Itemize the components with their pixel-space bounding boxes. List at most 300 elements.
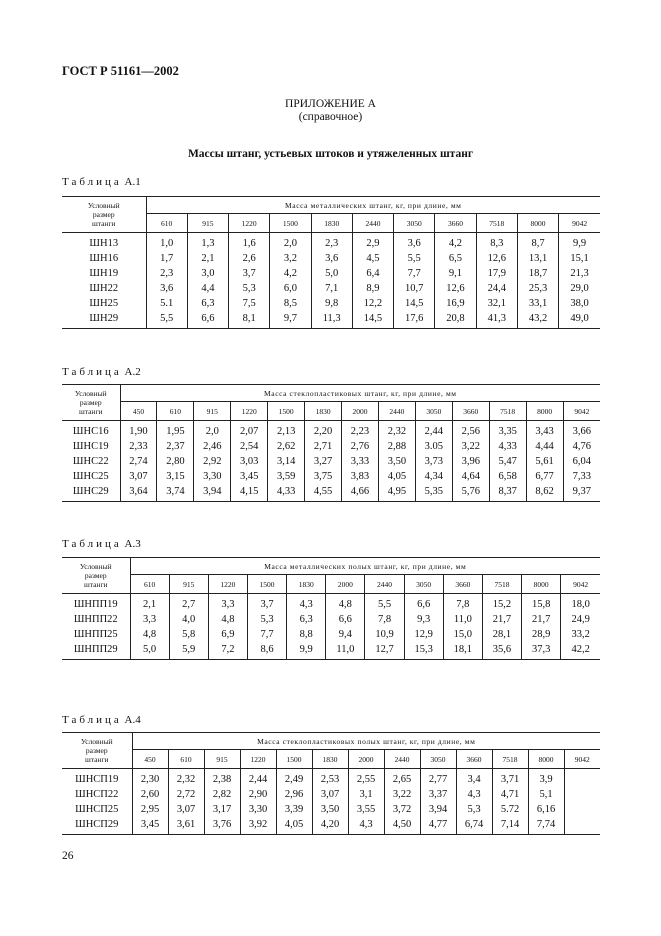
mass-value-cell: 3,22 xyxy=(452,439,489,454)
length-header: 2440 xyxy=(352,214,393,233)
caption-number: А.2 xyxy=(124,366,141,378)
size-column-header xyxy=(62,197,146,233)
mass-value-cell: 10,9 xyxy=(365,627,404,642)
mass-value-cell: 4,15 xyxy=(231,484,268,502)
mass-value-cell: 6,74 xyxy=(456,817,492,835)
mass-value-cell: 28,1 xyxy=(482,627,521,642)
length-header: 1220 xyxy=(229,214,270,233)
mass-value-cell: 2,3 xyxy=(311,233,352,252)
table-caption-a3 xyxy=(62,538,141,550)
length-header: 3050 xyxy=(420,750,456,769)
length-header: 1500 xyxy=(270,214,311,233)
mass-value-cell: 9,1 xyxy=(435,266,476,281)
mass-value-cell: 4,4 xyxy=(187,281,228,296)
mass-value-cell: 1,95 xyxy=(157,421,194,440)
mass-value-cell: 3,30 xyxy=(194,469,231,484)
mass-value-cell: 2,20 xyxy=(305,421,342,440)
mass-value-cell: 1,90 xyxy=(120,421,157,440)
table-row xyxy=(62,281,600,296)
table-row xyxy=(62,787,600,802)
size-header-line: Условный xyxy=(74,389,107,398)
length-header: 915 xyxy=(204,750,240,769)
rod-size-cell: ШНС29 xyxy=(62,484,120,502)
length-header: 1500 xyxy=(268,402,305,421)
mass-value-cell: 6,6 xyxy=(326,612,365,627)
mass-value-cell: 4,95 xyxy=(378,484,415,502)
mass-value-cell: 2,55 xyxy=(348,769,384,788)
mass-value-cell: 2,9 xyxy=(352,233,393,252)
mass-value-cell: 2,44 xyxy=(415,421,452,440)
mass-value-cell: 3,96 xyxy=(452,454,489,469)
mass-value-cell: 2,90 xyxy=(240,787,276,802)
mass-value-cell: 33,2 xyxy=(571,629,590,640)
mass-value-cell: 2,88 xyxy=(378,439,415,454)
mass-value-cell: 2,32 xyxy=(168,769,204,788)
mass-value-cell: 5,5 xyxy=(146,311,187,329)
mass-value-cell: 3,39 xyxy=(276,802,312,817)
size-column-header xyxy=(62,558,130,594)
size-header-line: размер xyxy=(84,571,107,580)
mass-value-cell: 4,05 xyxy=(378,469,415,484)
mass-value-cell: 5,35 xyxy=(415,484,452,502)
rod-size-cell: ШН13 xyxy=(62,233,146,252)
mass-value-cell: 2,32 xyxy=(378,421,415,440)
mass-value-cell: 3,9 xyxy=(528,769,564,788)
mass-value-cell: 4,2 xyxy=(270,266,311,281)
table-row xyxy=(62,484,600,502)
mass-value-cell: 11,3 xyxy=(311,311,352,329)
mass-value-cell xyxy=(564,787,600,802)
mass-value-cell: 3,3 xyxy=(130,612,169,627)
mass-value-cell: 2,6 xyxy=(229,251,270,266)
mass-value-cell: 4,76 xyxy=(572,441,592,452)
lengths-row xyxy=(62,575,600,594)
mass-value-cell: 3,75 xyxy=(305,469,342,484)
mass-value-cell: 7,8 xyxy=(365,612,404,627)
mass-value-cell: 41,3 xyxy=(476,311,517,329)
mass-value-cell: 7,8 xyxy=(443,594,482,613)
mass-value-cell: 2,76 xyxy=(342,439,379,454)
length-header: 3660 xyxy=(452,402,489,421)
length-header: 7518 xyxy=(492,750,528,769)
mass-value-cell: 3,66 xyxy=(572,426,592,437)
size-header-line: размер xyxy=(85,746,108,755)
mass-value-cell: 2,95 xyxy=(132,802,168,817)
mass-value-cell xyxy=(564,817,600,835)
mass-value-cell: 3,6 xyxy=(311,251,352,266)
length-header: 2440 xyxy=(378,402,415,421)
mass-value-cell: 4,3 xyxy=(287,594,326,613)
mass-value-cell: 5,9 xyxy=(169,642,208,660)
table-a1 xyxy=(62,196,600,329)
mass-value-cell: 4,8 xyxy=(208,612,247,627)
length-header: 3660 xyxy=(435,214,476,233)
mass-value-cell: 3,14 xyxy=(268,454,305,469)
mass-value-cell: 3,1 xyxy=(348,787,384,802)
rod-size-cell: ШНС16 xyxy=(62,421,120,440)
mass-value-cell: 2,1 xyxy=(187,251,228,266)
mass-value-cell: 5.72 xyxy=(492,802,528,817)
mass-value-cell: 37,3 xyxy=(522,642,561,660)
mass-value-cell: 3,59 xyxy=(268,469,305,484)
mass-value-cell: 7,7 xyxy=(247,627,286,642)
mass-value-cell: 4,3 xyxy=(456,787,492,802)
mass-value-cell: 18,1 xyxy=(443,642,482,660)
mass-value-cell: 25,3 xyxy=(517,281,558,296)
mass-value-cell: 7,7 xyxy=(394,266,435,281)
mass-value-cell: 8,37 xyxy=(489,484,526,502)
mass-value-cell: 3,61 xyxy=(168,817,204,835)
lengths-row xyxy=(62,750,600,769)
document-header: ГОСТ Р 51161—2002 xyxy=(62,64,179,78)
rod-size-cell: ШНС22 xyxy=(62,454,120,469)
mass-value-cell: 4,33 xyxy=(268,484,305,502)
length-header: 1830 xyxy=(305,402,342,421)
rod-size-cell: ШНСП19 xyxy=(62,769,132,788)
mass-value-cell: 12,9 xyxy=(404,627,443,642)
table-row xyxy=(62,612,600,627)
mass-value-cell: 3,6 xyxy=(394,233,435,252)
mass-value-cell: 10,7 xyxy=(394,281,435,296)
mass-value-cell: 4,8 xyxy=(130,627,169,642)
mass-value-cell: 16,9 xyxy=(435,296,476,311)
mass-value-cell: 4,33 xyxy=(489,439,526,454)
table-row xyxy=(62,817,600,835)
mass-value-cell: 3.05 xyxy=(415,439,452,454)
mass-value-cell: 2,0 xyxy=(270,233,311,252)
mass-value-cell: 3,30 xyxy=(240,802,276,817)
mass-value-cell: 2,53 xyxy=(312,769,348,788)
mass-value-cell: 43,2 xyxy=(517,311,558,329)
mass-value-cell: 8,1 xyxy=(229,311,270,329)
size-header-line: размер xyxy=(79,398,102,407)
length-header: 8000 xyxy=(526,402,563,421)
mass-value-cell: 17,6 xyxy=(394,311,435,329)
table-row xyxy=(62,266,600,281)
mass-value-cell: 9,9 xyxy=(573,238,587,249)
mass-value-cell: 38,0 xyxy=(570,298,589,309)
length-header: 1830 xyxy=(312,750,348,769)
length-header: 1500 xyxy=(276,750,312,769)
length-header: 450 xyxy=(120,402,157,421)
mass-value-cell: 2,23 xyxy=(342,421,379,440)
length-header: 915 xyxy=(187,214,228,233)
rod-size-cell: ШНСП29 xyxy=(62,817,132,835)
mass-value-cell: 2,7 xyxy=(169,594,208,613)
table-row xyxy=(62,642,600,660)
mass-value-cell: 3,03 xyxy=(231,454,268,469)
mass-value-cell: 3,92 xyxy=(240,817,276,835)
mass-value-cell: 2,60 xyxy=(132,787,168,802)
table-row xyxy=(62,251,600,266)
mass-value-cell: 20,8 xyxy=(435,311,476,329)
mass-value-cell: 18,7 xyxy=(517,266,558,281)
mass-value-cell: 4,64 xyxy=(452,469,489,484)
mass-value-cell: 9,8 xyxy=(311,296,352,311)
mass-value-cell: 32,1 xyxy=(476,296,517,311)
mass-value-cell: 4,50 xyxy=(384,817,420,835)
size-header-line: штанги xyxy=(91,219,116,228)
mass-value-cell: 8,7 xyxy=(517,233,558,252)
length-header: 9042 xyxy=(563,402,600,421)
mass-value-cell: 3,55 xyxy=(348,802,384,817)
mass-value-cell: 3,07 xyxy=(120,469,157,484)
mass-value-cell: 15,3 xyxy=(404,642,443,660)
table-row xyxy=(62,594,600,613)
mass-column-header: Масса металлических штанг, кг, при длине, мм xyxy=(146,197,600,214)
length-header: 9042 xyxy=(564,750,600,769)
table-row xyxy=(62,469,600,484)
mass-value-cell: 5,0 xyxy=(311,266,352,281)
length-header: 8000 xyxy=(528,750,564,769)
length-header: 2000 xyxy=(348,750,384,769)
mass-column-header: Масса стеклопластиковых штанг, кг, при длине, мм xyxy=(120,385,600,402)
caption-number: А.1 xyxy=(124,176,141,188)
caption-number: А.3 xyxy=(124,538,141,550)
mass-value-cell: 14,5 xyxy=(352,311,393,329)
header-row xyxy=(62,733,600,750)
mass-value-cell: 5,8 xyxy=(169,627,208,642)
mass-value-cell: 17,9 xyxy=(476,266,517,281)
caption-word: Таблица xyxy=(62,538,122,550)
length-header: 3050 xyxy=(404,575,443,594)
mass-value-cell: 5,61 xyxy=(526,454,563,469)
mass-value-cell: 1,6 xyxy=(229,233,270,252)
mass-value-cell: 5,5 xyxy=(394,251,435,266)
mass-value-cell: 4,34 xyxy=(415,469,452,484)
length-header: 610 xyxy=(157,402,194,421)
table-a4 xyxy=(62,732,600,835)
rod-size-cell: ШНПП29 xyxy=(62,642,130,660)
rod-size-cell: ШНПП25 xyxy=(62,627,130,642)
mass-value-cell: 35,6 xyxy=(482,642,521,660)
lengths-row xyxy=(62,402,600,421)
mass-value-cell: 12,6 xyxy=(476,251,517,266)
mass-value-cell: 12,7 xyxy=(365,642,404,660)
mass-value-cell: 2,62 xyxy=(268,439,305,454)
length-header: 610 xyxy=(130,575,169,594)
mass-value-cell: 2,49 xyxy=(276,769,312,788)
rod-size-cell: ШНС19 xyxy=(62,439,120,454)
mass-value-cell: 7,1 xyxy=(311,281,352,296)
length-header: 1830 xyxy=(311,214,352,233)
table-a3 xyxy=(62,557,600,660)
length-header: 610 xyxy=(146,214,187,233)
length-header: 1220 xyxy=(208,575,247,594)
length-header: 3050 xyxy=(415,402,452,421)
mass-value-cell: 7,2 xyxy=(208,642,247,660)
header-row xyxy=(62,197,600,214)
size-header-line: Условный xyxy=(80,737,113,746)
rod-size-cell: ШНПП19 xyxy=(62,594,130,613)
mass-value-cell: 3,4 xyxy=(456,769,492,788)
mass-column-header: Масса стеклопластиковых полых штанг, кг, при длине, мм xyxy=(132,733,600,750)
mass-value-cell xyxy=(564,802,600,817)
mass-value-cell: 2,74 xyxy=(120,454,157,469)
length-header: 2000 xyxy=(326,575,365,594)
mass-value-cell: 5,3 xyxy=(247,612,286,627)
header-row xyxy=(62,558,600,575)
mass-value-cell: 3,15 xyxy=(157,469,194,484)
mass-value-cell: 15,8 xyxy=(522,594,561,613)
mass-value-cell: 15,2 xyxy=(482,594,521,613)
mass-value-cell: 4,8 xyxy=(326,594,365,613)
caption-word: Таблица xyxy=(62,176,122,188)
size-header-line: штанги xyxy=(83,580,108,589)
table-row xyxy=(62,439,600,454)
mass-value-cell: 2,72 xyxy=(168,787,204,802)
length-header: 9042 xyxy=(561,575,600,594)
mass-value-cell: 14,5 xyxy=(394,296,435,311)
rod-size-cell: ШНПП22 xyxy=(62,612,130,627)
mass-value-cell: 2,44 xyxy=(240,769,276,788)
mass-value-cell: 9,37 xyxy=(572,486,592,497)
mass-value-cell: 4,0 xyxy=(169,612,208,627)
mass-value-cell: 3,27 xyxy=(305,454,342,469)
mass-value-cell: 24,4 xyxy=(476,281,517,296)
mass-value-cell: 6,0 xyxy=(270,281,311,296)
mass-value-cell: 3,6 xyxy=(146,281,187,296)
mass-value-cell: 2,13 xyxy=(268,421,305,440)
rod-size-cell: ШН16 xyxy=(62,251,146,266)
mass-value-cell: 7,5 xyxy=(229,296,270,311)
mass-value-cell: 2,82 xyxy=(204,787,240,802)
caption-number: А.4 xyxy=(124,714,141,726)
mass-value-cell: 2,71 xyxy=(305,439,342,454)
mass-value-cell: 6,6 xyxy=(404,594,443,613)
mass-value-cell: 42,2 xyxy=(571,644,590,655)
mass-value-cell: 3,0 xyxy=(187,266,228,281)
mass-value-cell: 2,3 xyxy=(146,266,187,281)
mass-value-cell: 2,38 xyxy=(204,769,240,788)
mass-value-cell: 4,05 xyxy=(276,817,312,835)
mass-value-cell: 2,37 xyxy=(157,439,194,454)
appendix-title: ПРИЛОЖЕНИЕ А xyxy=(285,98,376,110)
length-header: 3660 xyxy=(456,750,492,769)
mass-value-cell: 2,54 xyxy=(231,439,268,454)
length-header: 7518 xyxy=(476,214,517,233)
mass-value-cell: 3,73 xyxy=(415,454,452,469)
length-header: 2440 xyxy=(384,750,420,769)
mass-value-cell: 6,16 xyxy=(528,802,564,817)
table-row xyxy=(62,627,600,642)
mass-value-cell: 3,45 xyxy=(231,469,268,484)
rod-size-cell: ШН19 xyxy=(62,266,146,281)
mass-value-cell: 11,0 xyxy=(443,612,482,627)
mass-value-cell: 2,96 xyxy=(276,787,312,802)
rod-size-cell: ШН25 xyxy=(62,296,146,311)
rod-size-cell: ШН22 xyxy=(62,281,146,296)
mass-value-cell: 49,0 xyxy=(570,313,589,324)
mass-value-cell: 9,9 xyxy=(287,642,326,660)
mass-value-cell: 6,58 xyxy=(489,469,526,484)
mass-value-cell: 3,64 xyxy=(120,484,157,502)
mass-value-cell: 8,5 xyxy=(270,296,311,311)
mass-value-cell: 12,2 xyxy=(352,296,393,311)
mass-value-cell: 3,71 xyxy=(492,769,528,788)
mass-value-cell: 28,9 xyxy=(522,627,561,642)
table-row xyxy=(62,233,600,252)
mass-value-cell: 3,76 xyxy=(204,817,240,835)
length-header: 9042 xyxy=(559,214,600,233)
length-header: 1500 xyxy=(247,575,286,594)
length-header: 1220 xyxy=(231,402,268,421)
mass-value-cell: 11,0 xyxy=(326,642,365,660)
length-header: 450 xyxy=(132,750,168,769)
mass-value-cell: 8,8 xyxy=(287,627,326,642)
size-header-line: Условный xyxy=(87,201,120,210)
mass-value-cell: 3,33 xyxy=(342,454,379,469)
table-row xyxy=(62,421,600,440)
mass-value-cell: 8,6 xyxy=(247,642,286,660)
mass-value-cell: 6,3 xyxy=(187,296,228,311)
mass-value-cell: 2,77 xyxy=(420,769,456,788)
mass-value-cell: 3,07 xyxy=(168,802,204,817)
length-header: 610 xyxy=(168,750,204,769)
mass-value-cell: 3,45 xyxy=(132,817,168,835)
mass-value-cell: 6,6 xyxy=(187,311,228,329)
mass-value-cell: 21,7 xyxy=(482,612,521,627)
size-column-header xyxy=(62,385,120,421)
mass-column-header: Масса металлических полых штанг, кг, при длине, мм xyxy=(130,558,600,575)
mass-value-cell: 5,1 xyxy=(528,787,564,802)
mass-value-cell: 7,14 xyxy=(492,817,528,835)
mass-value-cell: 3,17 xyxy=(204,802,240,817)
mass-value-cell: 18,0 xyxy=(571,599,590,610)
page-number: 26 xyxy=(62,850,74,862)
length-header: 8000 xyxy=(522,575,561,594)
mass-value-cell: 4,66 xyxy=(342,484,379,502)
length-header: 2000 xyxy=(342,402,379,421)
rod-size-cell: ШНС25 xyxy=(62,469,120,484)
mass-value-cell: 4,71 xyxy=(492,787,528,802)
mass-value-cell: 2,1 xyxy=(130,594,169,613)
length-header: 7518 xyxy=(489,402,526,421)
mass-value-cell: 2,80 xyxy=(157,454,194,469)
mass-value-cell: 5,3 xyxy=(456,802,492,817)
mass-value-cell: 5,76 xyxy=(452,484,489,502)
length-header: 915 xyxy=(169,575,208,594)
size-header-line: Условный xyxy=(79,562,112,571)
mass-value-cell: 6,9 xyxy=(208,627,247,642)
mass-value-cell: 6,04 xyxy=(572,456,592,467)
mass-value-cell: 24,9 xyxy=(571,614,590,625)
caption-word: Таблица xyxy=(62,366,122,378)
rod-size-cell: ШНСП25 xyxy=(62,802,132,817)
length-header: 7518 xyxy=(482,575,521,594)
mass-value-cell: 3,37 xyxy=(420,787,456,802)
mass-value-cell: 21,7 xyxy=(522,612,561,627)
section-title: Массы штанг, устьевых штоков и утяжеленных штанг xyxy=(187,148,474,160)
mass-value-cell: 8,62 xyxy=(526,484,563,502)
table-row xyxy=(62,769,600,788)
mass-value-cell: 4,3 xyxy=(348,817,384,835)
mass-value-cell: 3,43 xyxy=(526,421,563,440)
size-column-header xyxy=(62,733,132,769)
mass-value-cell: 3,50 xyxy=(378,454,415,469)
mass-value-cell: 7,74 xyxy=(528,817,564,835)
mass-value-cell: 1,0 xyxy=(146,233,187,252)
mass-value-cell: 13,1 xyxy=(517,251,558,266)
mass-value-cell: 3,50 xyxy=(312,802,348,817)
mass-value-cell: 2,0 xyxy=(194,421,231,440)
mass-value-cell: 5,0 xyxy=(130,642,169,660)
mass-value-cell: 5,5 xyxy=(365,594,404,613)
mass-value-cell: 2,46 xyxy=(194,439,231,454)
mass-value-cell: 4,2 xyxy=(435,233,476,252)
rod-size-cell: ШНСП22 xyxy=(62,787,132,802)
mass-value-cell: 3,2 xyxy=(270,251,311,266)
